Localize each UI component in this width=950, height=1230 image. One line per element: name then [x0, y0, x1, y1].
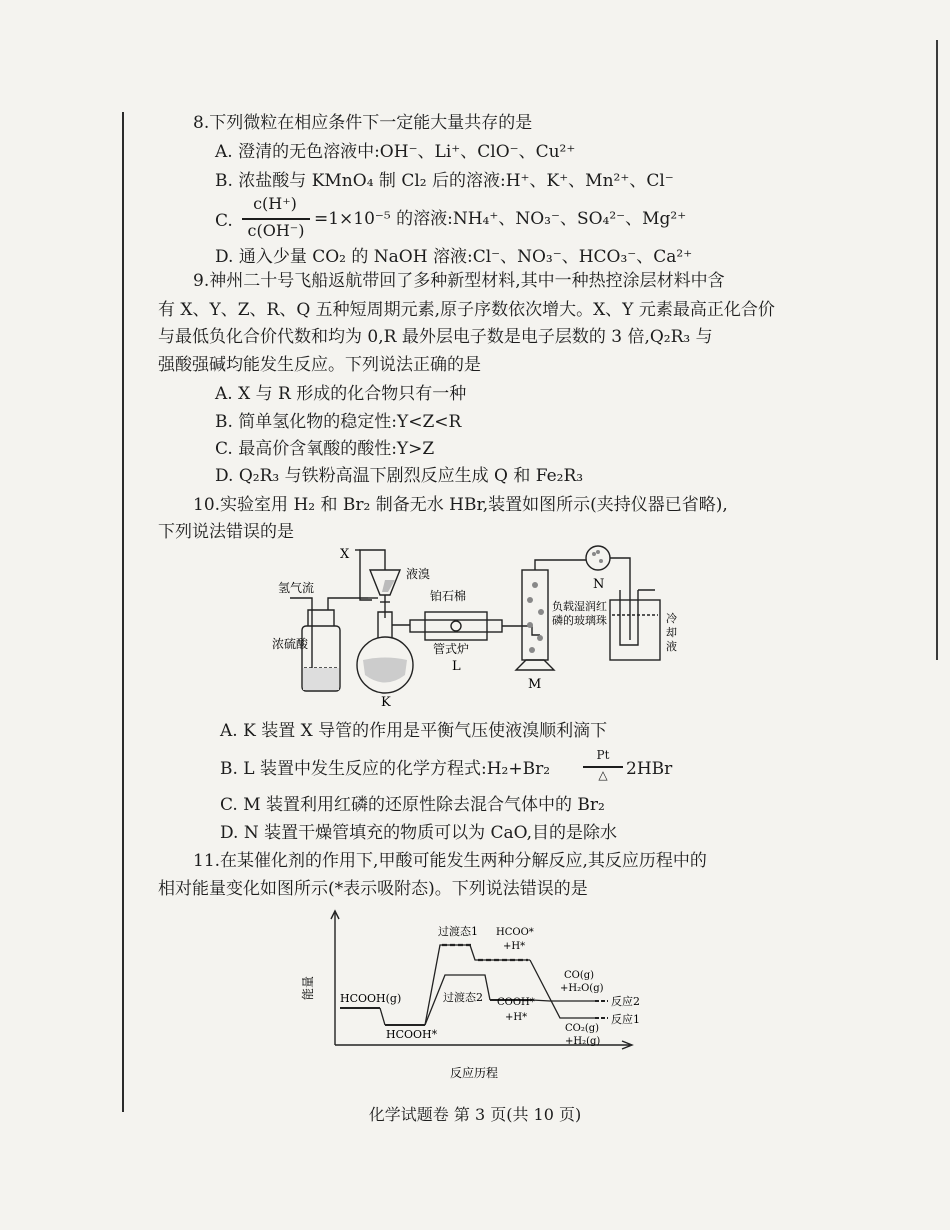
q8-c-fraction-bar — [242, 218, 310, 220]
fig11-label-h2: +H₂(g) — [565, 1036, 601, 1047]
fig11-ylabel: 能量 — [301, 975, 315, 1000]
page-footer: 化学试题卷 第 3 页(共 10 页) — [368, 1105, 582, 1124]
q11-line-2: 相对能量变化如图所示(*表示吸附态)。下列说法错误的是 — [158, 879, 588, 899]
q10-line-2: 下列说法错误的是 — [158, 522, 294, 542]
fig10-label-tube-furnace: 管式炉 — [433, 642, 470, 656]
fig10-label-x: X — [340, 547, 350, 562]
fig11-label-h2o: +H₂O(g) — [560, 983, 604, 994]
q9-option-b: B. 简单氢化物的稳定性:Y<Z<R — [215, 412, 462, 432]
fig10-label-pt-asbestos: 铂石棉 — [430, 589, 467, 603]
q11-energy-diagram — [300, 905, 650, 1085]
fig10-label-hydrogen-flow: 氢气流 — [278, 581, 315, 595]
fig11-label-ts1: 过渡态1 — [438, 925, 478, 938]
fig11-label-hcooh-gas: HCOOH(g) — [340, 992, 402, 1005]
q9-line-3: 与最低负化合价代数和均为 0,R 最外层电子数是电子层数的 3 倍,Q₂R₃ 与 — [158, 327, 713, 347]
fig11-label-ts2: 过渡态2 — [443, 991, 483, 1004]
q10-b-condition-pt: Pt — [596, 748, 610, 762]
q9-line-4: 强酸强碱均能发生反应。下列说法正确的是 — [158, 355, 481, 375]
fig11-label-cooh-h: +H* — [505, 1012, 528, 1023]
fig11-label-reaction-1: 反应1 — [611, 1013, 640, 1026]
q10-option-c: C. M 装置利用红磷的还原性除去混合气体中的 Br₂ — [220, 795, 605, 815]
fig10-label-coolant-3: 液 — [666, 640, 677, 653]
q10-option-b-pre: B. L 装置中发生反应的化学方程式:H₂+Br₂ — [220, 759, 551, 779]
q10-option-d: D. N 装置干燥管填充的物质可以为 CaO,目的是除水 — [220, 823, 618, 843]
q8-option-a: A. 澄清的无色溶液中:OH⁻、Li⁺、ClO⁻、Cu²⁺ — [215, 142, 576, 162]
fig11-label-hcooh-ads: HCOOH* — [386, 1028, 438, 1041]
fig11-label-co2: CO₂(g) — [565, 1023, 600, 1034]
fig10-label-glass-beads-1: 负载湿润红 — [552, 600, 607, 613]
q8-option-b: B. 浓盐酸与 KMnO₄ 制 Cl₂ 后的溶液:H⁺、K⁺、Mn²⁺、Cl⁻ — [215, 171, 674, 191]
fig10-label-l: L — [452, 659, 461, 674]
q8-stem: 8.下列微粒在相应条件下一定能大量共存的是 — [193, 113, 533, 133]
fig11-xlabel: 反应历程 — [450, 1066, 499, 1080]
fig10-label-k: K — [381, 695, 391, 710]
fig11-label-reaction-2: 反应2 — [611, 995, 640, 1008]
binding-margin-line — [122, 112, 124, 1112]
q10-b-condition-heat: △ — [598, 768, 608, 782]
q9-option-a: A. X 与 R 形成的化合物只有一种 — [215, 384, 467, 404]
fig10-label-glass-beads-2: 磷的玻璃珠 — [552, 614, 607, 627]
q8-option-c-label: C. — [215, 211, 233, 231]
fig10-label-m: M — [528, 677, 542, 692]
fig11-label-hcoo: HCOO* — [496, 927, 534, 938]
fig10-label-conc-h2so4: 浓硫酸 — [272, 637, 309, 651]
fig10-label-n: N — [593, 577, 605, 592]
q9-line-1: 9.神州二十号飞船返航带回了多种新型材料,其中一种热控涂层材料中含 — [193, 271, 725, 291]
q11-line-1: 11.在某催化剂的作用下,甲酸可能发生两种分解反应,其反应历程中的 — [193, 851, 707, 871]
q8-c-numerator: c(H⁺) — [253, 194, 297, 213]
q8-option-d: D. 通入少量 CO₂ 的 NaOH 溶液:Cl⁻、NO₃⁻、HCO₃⁻、Ca²⁺ — [215, 247, 693, 267]
fig11-label-hcoo-h: +H* — [503, 941, 526, 952]
q8-c-denominator: c(OH⁻) — [247, 221, 305, 240]
fig11-label-cooh: COOH* — [497, 997, 535, 1008]
q9-line-2: 有 X、Y、Z、R、Q 五种短周期元素,原子序数依次增大。X、Y 元素最高正化合价 — [158, 300, 775, 320]
q8-option-c-rest: =1×10⁻⁵ 的溶液:NH₄⁺、NO₃⁻、SO₄²⁻、Mg²⁺ — [314, 209, 687, 229]
q10-apparatus-figure — [260, 540, 700, 710]
fig10-label-liquid-bromine: 液溴 — [406, 567, 431, 581]
q10-option-a: A. K 装置 X 导管的作用是平衡气压使液溴顺利滴下 — [220, 721, 608, 741]
fig11-label-co: CO(g) — [564, 970, 595, 981]
page-edge-line — [936, 40, 938, 660]
q10-option-b-post: 2HBr — [626, 759, 673, 779]
q9-option-c: C. 最高价含氧酸的酸性:Y>Z — [215, 439, 435, 459]
q10-line-1: 10.实验室用 H₂ 和 Br₂ 制备无水 HBr,装置如图所示(夹持仪器已省略), — [193, 495, 728, 515]
q9-option-d: D. Q₂R₃ 与铁粉高温下剧烈反应生成 Q 和 Fe₂R₃ — [215, 466, 584, 486]
fig10-label-coolant-2: 却 — [666, 626, 677, 639]
fig10-label-coolant-1: 冷 — [666, 612, 677, 625]
